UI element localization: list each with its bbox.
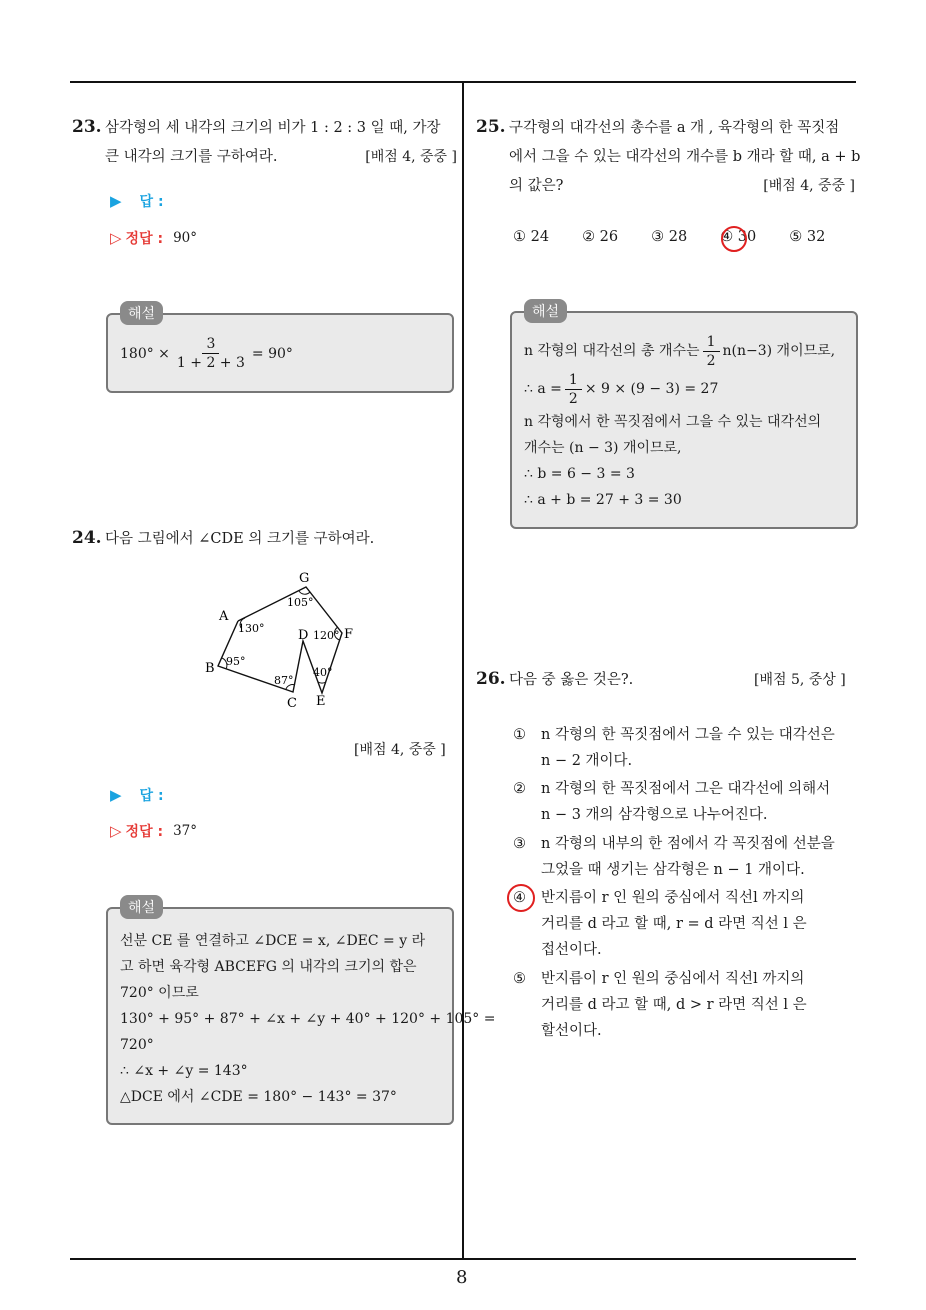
statement-text: n 각형의 내부의 한 점에서 각 꼭짓점에 선분을 xyxy=(541,836,835,852)
statement-text: 거리를 d 라고 할 때, r = d 라면 직선 l 은 xyxy=(541,916,807,932)
vertex-label-f: F xyxy=(344,627,354,642)
correct-value: 90° xyxy=(173,230,198,246)
statement-5[interactable] xyxy=(513,966,858,1044)
solution-suffix: = 90° xyxy=(251,345,293,362)
statement-text: n 각형의 한 꼭짓점에서 그은 대각선에 의해서 xyxy=(541,781,831,797)
option-3[interactable]: ③ 28 xyxy=(651,229,688,245)
statement-text: 반지름이 r 인 원의 중심에서 직선l 까지의 xyxy=(541,890,805,906)
solution-line: n 각형에서 한 꼭짓점에서 그을 수 있는 대각선의 xyxy=(524,414,822,430)
answer-label: 답 : xyxy=(139,194,164,210)
selected-answer-circle xyxy=(507,884,535,912)
solution-line: 720° xyxy=(120,1037,154,1053)
vertex-label-c: C xyxy=(287,696,297,711)
solution-line: 고 하면 육각형 ABCEFG 의 내각의 크기의 합은 xyxy=(120,959,417,975)
answer-line[interactable] xyxy=(110,785,164,805)
page-number: 8 xyxy=(456,1267,468,1288)
question-text: 다음 그림에서 ∠CDE 의 크기를 구하여라. xyxy=(105,531,375,547)
statement-number: ② xyxy=(513,781,526,797)
statement-number: ④ xyxy=(513,890,526,906)
solution-fraction xyxy=(565,371,582,408)
question-number: 26. xyxy=(476,669,506,689)
score-meta: [배점 5, 중상 ] xyxy=(754,672,846,688)
statement-3[interactable] xyxy=(513,831,858,883)
fraction-denominator: 2 xyxy=(568,390,578,407)
statement-text: n 각형의 한 꼭짓점에서 그을 수 있는 대각선은 xyxy=(541,727,835,743)
statement-number: ⑤ xyxy=(513,971,526,987)
statement-1[interactable] xyxy=(513,722,858,774)
angle-label-b: 95° xyxy=(226,655,246,668)
selected-answer-circle xyxy=(721,226,747,252)
solution-line: × 9 × (9 − 3) = 27 xyxy=(584,381,719,397)
question-number: 25. xyxy=(476,117,506,137)
correct-value: 37° xyxy=(173,823,198,839)
option-1[interactable]: ① 24 xyxy=(513,229,550,245)
statement-number: ③ xyxy=(513,836,526,852)
fraction-numerator: 3 xyxy=(202,335,219,354)
solution-fraction xyxy=(173,335,249,372)
fraction-numerator: 1 xyxy=(565,371,582,390)
solution-line: ∴ a + b = 27 + 3 = 30 xyxy=(524,492,682,508)
score-meta: [배점 4, 중중 ] xyxy=(354,742,446,758)
solution-line: n 각형의 대각선의 총 개수는 xyxy=(524,343,700,359)
solution-box xyxy=(106,900,496,1125)
solution-tag: 해설 xyxy=(120,301,163,325)
question-text: 구각형의 대각선의 총수를 a 개 , 육각형의 한 꼭짓점 xyxy=(509,120,840,136)
solution-text xyxy=(120,928,495,1110)
question-text: 다음 중 옳은 것은?. xyxy=(509,672,634,688)
statement-text: 그었을 때 생기는 삼각형은 n − 1 개이다. xyxy=(541,862,805,878)
outline-triangle-icon: ▷ xyxy=(110,229,122,247)
question-number: 24. xyxy=(72,528,102,548)
hexagon-figure xyxy=(202,568,382,713)
solution-line: n(n−3) 개이므로, xyxy=(722,343,836,359)
option-list xyxy=(513,229,858,245)
solution-line: △DCE 에서 ∠CDE = 180° − 143° = 37° xyxy=(120,1089,397,1105)
angle-label-a: 130° xyxy=(238,622,265,635)
solution-tag: 해설 xyxy=(524,299,567,323)
angle-mark-e xyxy=(318,682,326,683)
angle-label-d: 120° xyxy=(313,629,340,642)
solution-line: ∴ a = xyxy=(524,381,562,397)
score-meta: [배점 4, 중중 ] xyxy=(365,149,457,165)
statement-text: 반지름이 r 인 원의 중심에서 직선l 까지의 xyxy=(541,971,805,987)
fraction-denominator: 1 + 2 + 3 xyxy=(176,355,245,371)
option-4[interactable]: ④ 30 xyxy=(720,229,757,245)
correct-label: 정답 : xyxy=(125,231,164,247)
play-triangle-icon: ▶ xyxy=(110,192,122,210)
solution-fraction xyxy=(703,333,720,370)
vertex-label-b: B xyxy=(205,661,215,676)
outline-triangle-icon: ▷ xyxy=(110,822,122,840)
question-text: 에서 그을 수 있는 대각선의 개수를 b 개라 할 때, a + b xyxy=(509,149,861,165)
statement-4[interactable] xyxy=(513,885,858,963)
solution-line: ∴ b = 6 − 3 = 3 xyxy=(524,466,635,482)
angle-mark-g xyxy=(299,591,310,594)
play-triangle-icon: ▶ xyxy=(110,786,122,804)
question-text: 큰 내각의 크기를 구하여라. xyxy=(105,149,278,165)
option-5[interactable]: ⑤ 32 xyxy=(789,229,826,245)
statement-text: 거리를 d 라고 할 때, d > r 라면 직선 l 은 xyxy=(541,997,807,1013)
question-number: 23. xyxy=(72,117,102,137)
statement-text: n − 2 개이다. xyxy=(541,753,633,769)
answer-label: 답 : xyxy=(139,788,164,804)
vertex-label-d: D xyxy=(298,628,309,643)
question-text: 의 값은? xyxy=(509,178,564,194)
correct-answer-line xyxy=(110,821,197,841)
angle-label-c: 87° xyxy=(274,674,294,687)
answer-line[interactable] xyxy=(110,191,164,211)
solution-line: 개수는 (n − 3) 개이므로, xyxy=(524,440,682,456)
bottom-rule xyxy=(70,1258,856,1260)
solution-line: 선분 CE 를 연결하고 ∠DCE = x, ∠DEC = y 라 xyxy=(120,933,426,949)
fraction-numerator: 1 xyxy=(703,333,720,352)
solution-text xyxy=(120,335,293,372)
statement-text: 할선이다. xyxy=(541,1023,602,1039)
correct-answer-line xyxy=(110,228,197,248)
solution-line: ∴ ∠x + ∠y = 143° xyxy=(120,1063,248,1079)
score-meta: [배점 4, 중중 ] xyxy=(763,178,855,194)
vertex-label-e: E xyxy=(316,694,326,709)
option-2[interactable]: ② 26 xyxy=(582,229,619,245)
angle-label-g: 105° xyxy=(287,596,314,609)
solution-box xyxy=(106,306,454,393)
solution-box xyxy=(510,304,858,529)
statement-number: ① xyxy=(513,727,526,743)
statement-text: n − 3 개의 삼각형으로 나누어진다. xyxy=(541,807,768,823)
solution-line: 720° 이므로 xyxy=(120,985,199,1001)
solution-line: 130° + 95° + 87° + ∠x + ∠y + 40° + 120° + 105° = xyxy=(120,1011,496,1027)
statement-text: 접선이다. xyxy=(541,942,602,958)
solution-tag: 해설 xyxy=(120,895,163,919)
question-text: 삼각형의 세 내각의 크기의 비가 1 : 2 : 3 일 때, 가장 xyxy=(105,120,441,136)
angle-label-e: 40° xyxy=(313,666,333,679)
correct-label: 정답 : xyxy=(125,824,164,840)
fraction-denominator: 2 xyxy=(706,352,716,369)
vertex-label-a: A xyxy=(219,609,229,624)
vertex-label-g: G xyxy=(299,571,310,586)
statement-2[interactable] xyxy=(513,776,858,828)
solution-prefix: 180° × xyxy=(120,345,170,362)
solution-text xyxy=(524,333,835,513)
